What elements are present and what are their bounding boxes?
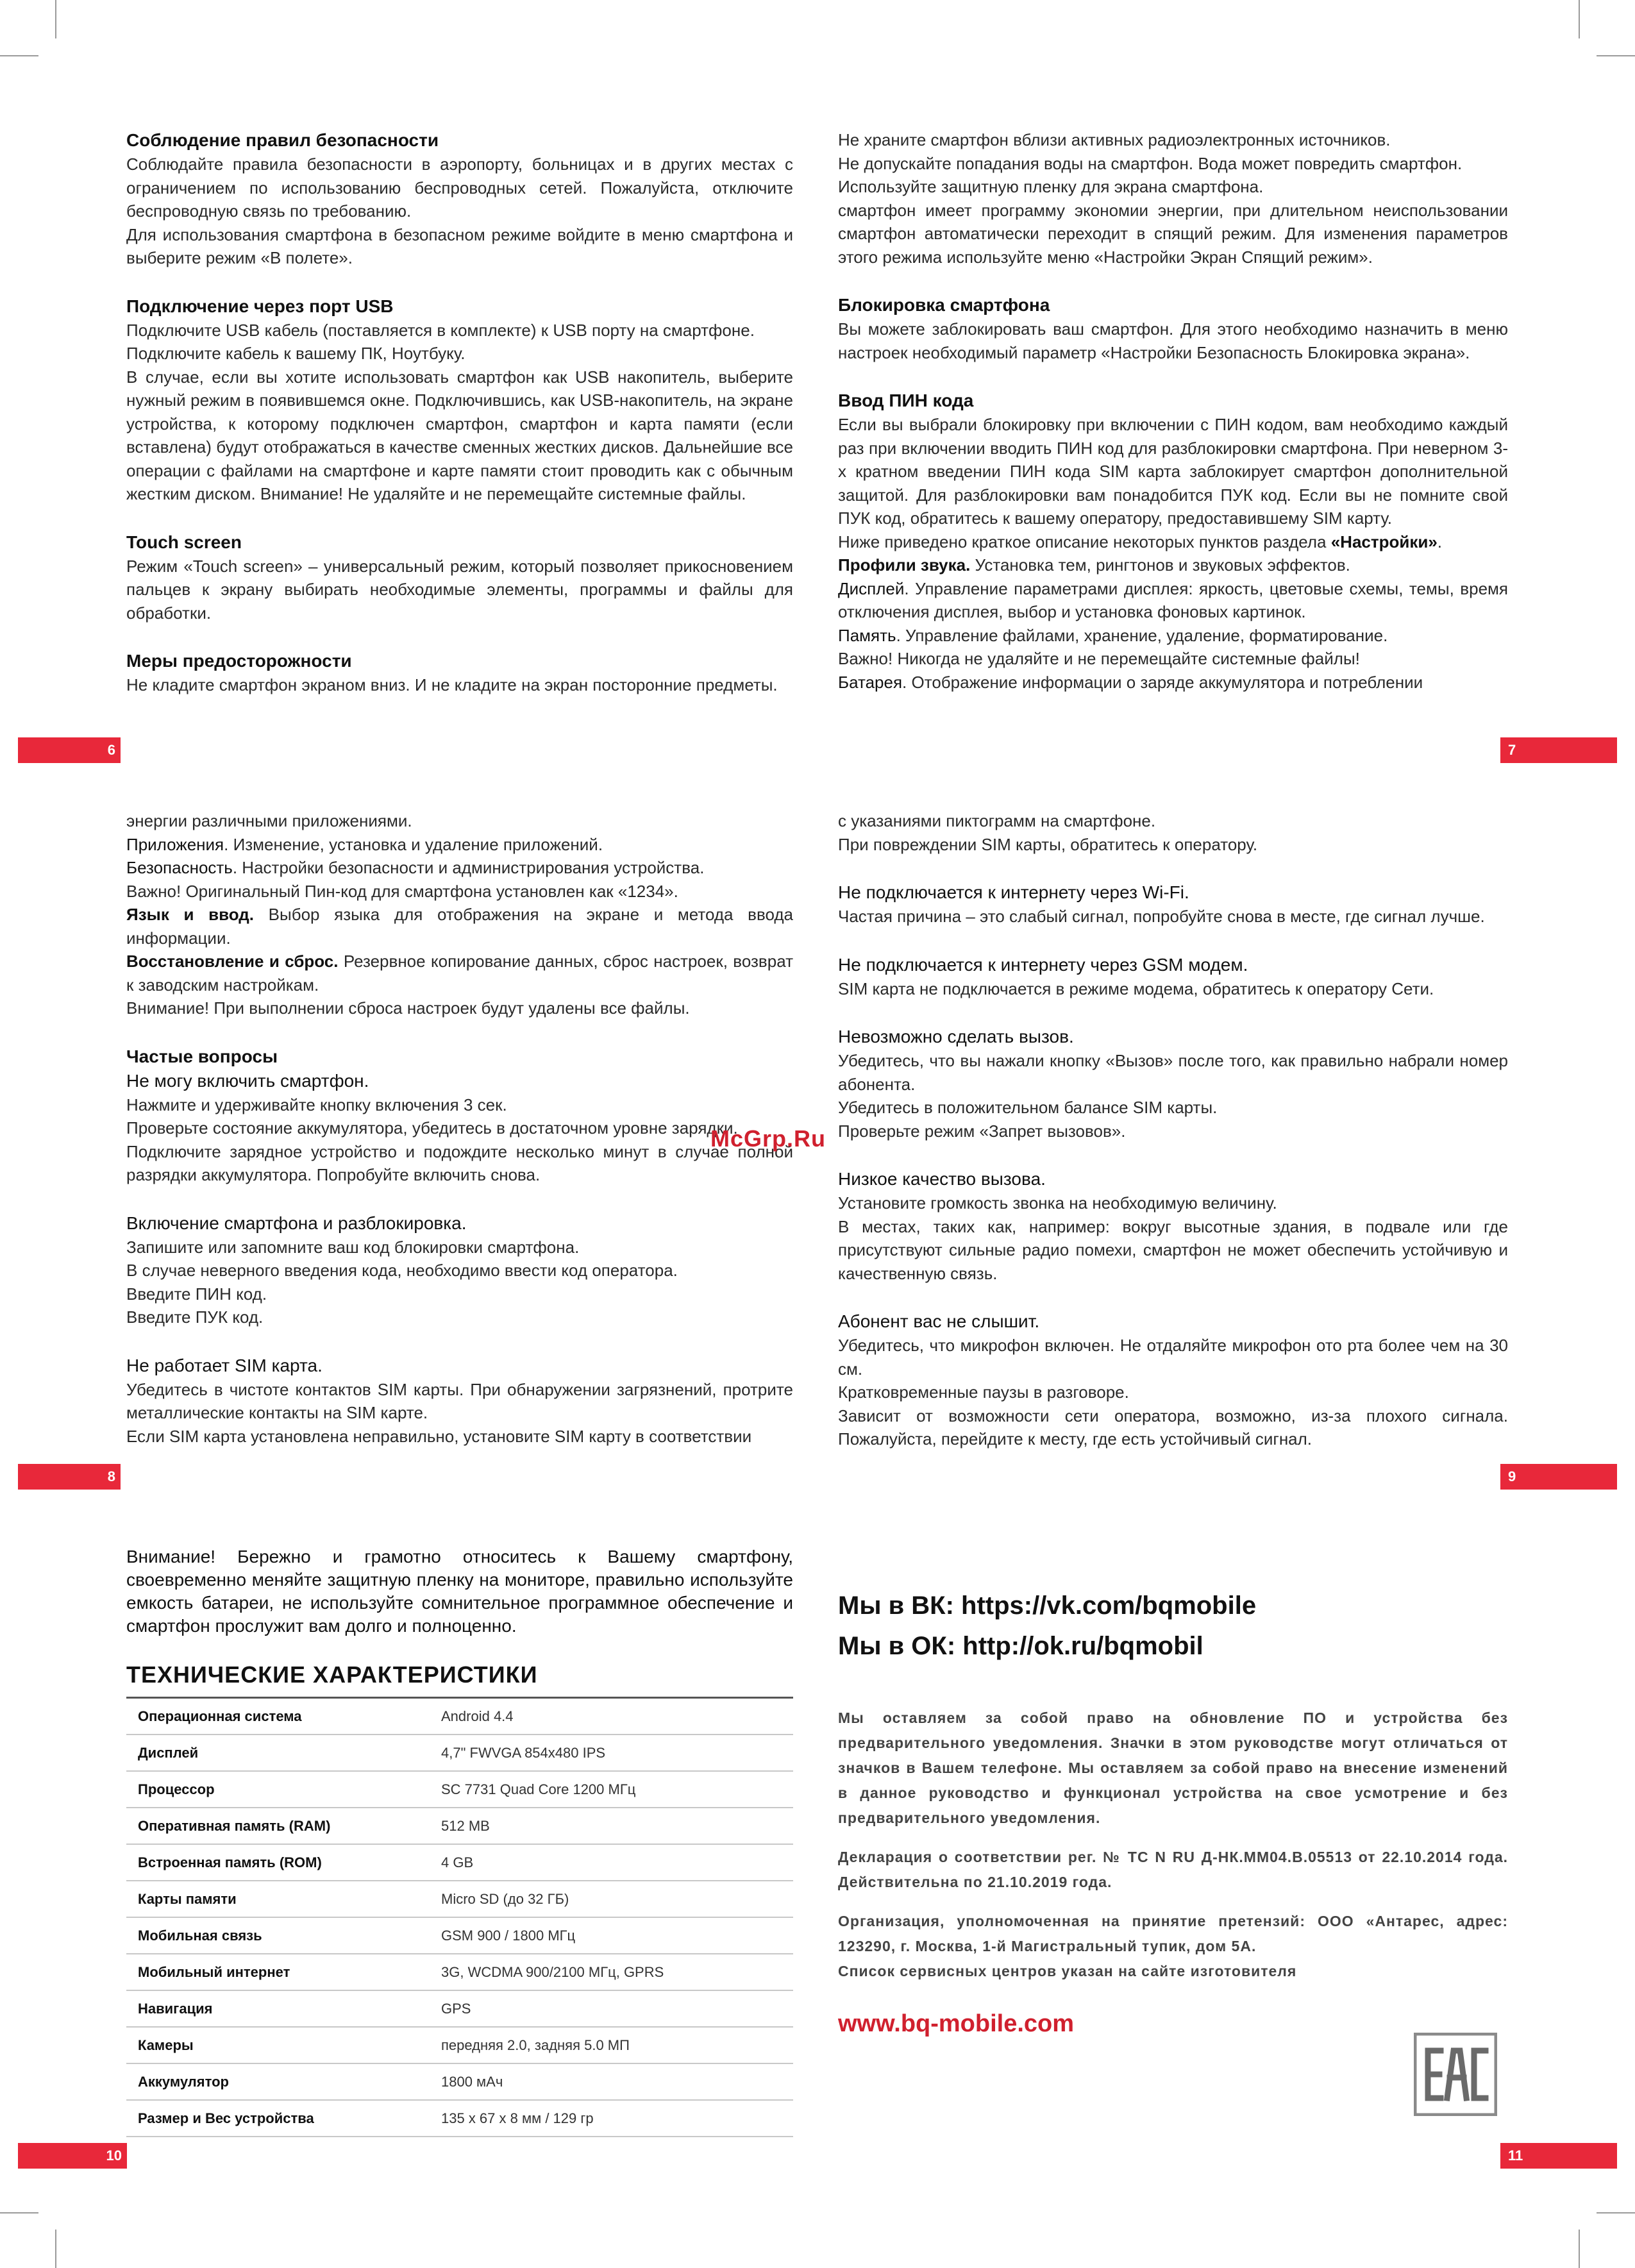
term-span: Безопасность xyxy=(126,858,233,877)
spec-row xyxy=(126,2027,793,2063)
trim-mark xyxy=(0,55,38,56)
subsection-heading: Не работает SIM карта. xyxy=(126,1355,323,1375)
paragraph: Проверьте состояние аккумулятора, убедитесь в достаточном уровне зарядки. xyxy=(126,1118,738,1138)
paragraph: Режим «Touch screen» – универсальный режим, который позволяет прикосновением пальцев к экрану выбирать необходимые элементы, программы и файлы для обработки. xyxy=(126,556,793,623)
spec-key: Процессор xyxy=(126,1771,430,1808)
term-span: Приложения xyxy=(126,834,224,854)
paragraph: Вы можете заблокировать ваш смартфон. Для этого необходимо назначить в меню настроек необходимый параметр «Настройки Безопасность Блокировка экрана». xyxy=(838,319,1508,362)
page-number: 7 xyxy=(1508,742,1516,758)
spec-row xyxy=(126,1735,793,1771)
spec-value: Micro SD (до 32 ГБ) xyxy=(430,1881,793,1917)
section-heading: Соблюдение правил безопасности xyxy=(126,130,439,150)
legal-paragraph: Список сервисных центров указан на сайте изготовителя xyxy=(838,1963,1297,1979)
eac-mark-icon xyxy=(1414,2033,1497,2116)
paragraph: Внимание! При выполнении сброса настроек будут удалены все файлы. xyxy=(126,998,690,1018)
trim-mark xyxy=(0,2212,38,2213)
page-number-badge xyxy=(1500,737,1617,763)
subsection-heading: Низкое качество вызова. xyxy=(838,1169,1046,1189)
paragraph: Проверьте режим «Запрет вызовов». xyxy=(838,1121,1126,1141)
page-number: 6 xyxy=(107,742,115,758)
subsection-heading: Не могу включить смартфон. xyxy=(126,1070,369,1091)
trim-mark xyxy=(1597,2212,1635,2213)
paragraph: В случае, если вы хотите использовать смартфон как USB накопитель, выберите нужный режим в появившемся окне. Подключившись, как USB-накопитель, на экране устройства, к которому подключен смартфон, смартфон и карта памяти (если вставлена) будут отображаться в качестве сменных жестких дисков. Дальнейшие все операции с файлами на смартфоне и карте памяти стоит проводить как с обычным жестким диском. Внимание! Не удаляйте и не перемещайте системные файлы. xyxy=(126,367,793,503)
legal-block xyxy=(838,1706,1508,1984)
page-number-badge xyxy=(18,2143,127,2169)
spec-value: 4,7" FWVGA 854x480 IPS xyxy=(430,1735,793,1771)
text-span: . Изменение, установка и удаление приложений. xyxy=(224,834,603,854)
text-span: Установка тем, рингтонов и звуковых эффектов. xyxy=(970,555,1350,575)
spec-key: Карты памяти xyxy=(126,1881,430,1917)
paragraph: энергии различными приложениями. xyxy=(126,811,412,830)
section-heading: Подключение через порт USB xyxy=(126,296,394,316)
paragraph: Введите ПИН код. xyxy=(126,1284,267,1304)
paragraph: Частая причина – это слабый сигнал, попробуйте снова в месте, где сигнал лучше. xyxy=(838,907,1485,926)
bold-span: «Настройки» xyxy=(1330,532,1438,551)
paragraph: Для использования смартфона в безопасном режиме войдите в меню смартфона и выберите режим «В полете». xyxy=(126,224,793,267)
spec-row xyxy=(126,2100,793,2137)
text-span: . Отображение информации о заряде аккумулятора и потреблении xyxy=(902,672,1423,692)
section-heading: Ввод ПИН кода xyxy=(838,391,974,410)
spec-title: ТЕХНИЧЕСКИЕ ХАРАКТЕРИСТИКИ xyxy=(126,1661,538,1688)
paragraph xyxy=(838,671,1508,694)
paragraph: Соблюдайте правила безопасности в аэропорту, больницах и в других местах с ограничением по использованию беспроводных сетей. Пожалуйста, отключите беспроводную связь по требованию. xyxy=(126,155,793,221)
legal-paragraph: Декларация о соответствии рег. № ТС N RU Д-НК.ММ04.В.05513 от 22.10.2014 года. Действительна по 21.10.2019 года. xyxy=(838,1849,1508,1890)
paragraph: SIM карта не подключается в режиме модема, обратитесь к оператору Сети. xyxy=(838,979,1434,998)
section-heading: Блокировка смартфона xyxy=(838,295,1050,315)
paragraph xyxy=(126,833,793,857)
spec-key: Размер и Вес устройства xyxy=(126,2100,430,2137)
paragraph xyxy=(838,553,1508,577)
website-link[interactable]: www.bq-mobile.com xyxy=(838,2010,1075,2037)
paragraph: Нажмите и удерживайте кнопку включения 3 сек. xyxy=(126,1095,507,1114)
legal-paragraph: Организация, уполномоченная на принятие претензий: ООО «Антарес, адрес: 123290, г. Москва, 1-й Магистральный тупик, дом 5А. xyxy=(838,1913,1508,1954)
page-number-badge xyxy=(18,737,121,763)
spec-value: 135 x 67 x 8 мм / 129 гр xyxy=(430,2100,793,2137)
paragraph: Если SIM карта установлена неправильно, установите SIM карту в соответствии xyxy=(126,1426,752,1446)
spec-table xyxy=(126,1697,793,2137)
text-span: Ниже приведено краткое описание некоторых пунктов раздела xyxy=(838,532,1331,551)
paragraph: Важно! Оригинальный Пин-код для смартфона установлен как «1234». xyxy=(126,881,678,901)
spec-row xyxy=(126,1881,793,1917)
paragraph: В случае неверного введения кода, необходимо ввести код оператора. xyxy=(126,1261,678,1280)
spec-key: Камеры xyxy=(126,2027,430,2063)
bold-span: Язык и ввод. xyxy=(126,905,255,924)
vk-link[interactable]: Мы в ВК: https://vk.com/bqmobile xyxy=(838,1592,1257,1620)
page-6-column xyxy=(126,128,793,697)
paragraph xyxy=(838,577,1508,624)
paragraph: Важно! Никогда не удаляйте и не перемещайте системные файлы! xyxy=(838,649,1360,668)
trim-mark xyxy=(1597,55,1635,56)
paragraph: Подключите зарядное устройство и подождите несколько минут в случае полной разрядки аккумулятора. Попробуйте включить снова. xyxy=(126,1141,793,1184)
paragraph: Не допускайте попадания воды на смартфон. Вода может повредить смартфон. xyxy=(838,153,1463,173)
spec-key: Навигация xyxy=(126,1990,430,2027)
paragraph: В местах, таких как, например: вокруг высотные здания, в подвале или где присутствуют сильные радио помехи, смартфон не может обеспечить устойчивую и качественную связь. xyxy=(838,1216,1508,1283)
bold-span: Профили звука. xyxy=(838,555,971,575)
spec-row xyxy=(126,1808,793,1844)
text-span: Резервное копирование данных, сброс настроек, возврат к заводским настройкам. xyxy=(126,952,793,995)
term-span: Батарея xyxy=(838,672,903,692)
page-number-badge xyxy=(1500,2143,1617,2169)
spec-value: SC 7731 Quad Core 1200 МГц xyxy=(430,1771,793,1808)
trim-mark xyxy=(55,0,56,38)
subsection-heading: Невозможно сделать вызов. xyxy=(838,1027,1074,1046)
paragraph: Убедитесь в положительном балансе SIM карты. xyxy=(838,1098,1218,1117)
paragraph: Не кладите смартфон экраном вниз. И не кладите на экран посторонние предметы. xyxy=(126,675,778,694)
spec-key: Аккумулятор xyxy=(126,2063,430,2100)
watermark: McGrp.Ru xyxy=(710,1125,826,1152)
spec-row xyxy=(126,1771,793,1808)
text-span: . Управление параметрами дисплея: яркость, цветовые схемы, темы, время отключения дисплея, выбор и установка фоновых картинок. xyxy=(838,578,1508,621)
term-span: Дисплей xyxy=(838,578,905,598)
text-span: . xyxy=(1437,532,1443,551)
page-number-badge xyxy=(18,1464,121,1490)
spec-value: передняя 2.0, задняя 5.0 МП xyxy=(430,2027,793,2063)
paragraph: с указаниями пиктограмм на смартфоне. xyxy=(838,811,1156,830)
section-heading: Частые вопросы xyxy=(126,1046,278,1066)
spec-row xyxy=(126,1698,793,1735)
paragraph: Не храните смартфон вблизи активных радиоэлектронных источников. xyxy=(838,130,1391,149)
spec-value: 512 MB xyxy=(430,1808,793,1844)
spec-row xyxy=(126,1917,793,1954)
spec-row xyxy=(126,1954,793,1990)
spec-value: GPS xyxy=(430,1990,793,2027)
paragraph xyxy=(126,856,793,880)
subsection-heading: Не подключается к интернету через Wi-Fi. xyxy=(838,882,1189,902)
spec-value: 4 GB xyxy=(430,1844,793,1881)
paragraph: Подключите кабель к вашему ПК, Ноутбуку. xyxy=(126,344,465,363)
spec-key: Мобильный интернет xyxy=(126,1954,430,1990)
spec-row xyxy=(126,2063,793,2100)
spec-value: 3G, WCDMA 900/2100 МГц, GPRS xyxy=(430,1954,793,1990)
paragraph: Установите громкость звонка на необходимую величину. xyxy=(838,1193,1277,1213)
paragraph: Убедитесь, что микрофон включен. Не отдаляйте микрофон ото рта более чем на 30 см. xyxy=(838,1336,1508,1379)
subsection-heading: Включение смартфона и разблокировка. xyxy=(126,1213,467,1233)
page-7-column xyxy=(838,128,1508,694)
paragraph: смартфон имеет программу экономии энергии, при длительном неиспользовании смартфон автоматически переходит в спящий режим. Для изменения параметров этого режима используйте меню «Настройки Экран Спящий режим». xyxy=(838,200,1508,267)
trim-mark xyxy=(55,2230,56,2268)
section-heading: Меры предосторожности xyxy=(126,651,352,671)
trim-mark xyxy=(1579,0,1580,38)
ok-link[interactable]: Мы в ОК: http://ok.ru/bqmobil xyxy=(838,1632,1203,1660)
page-number: 10 xyxy=(106,2147,122,2163)
paragraph: Запишите или запомните ваш код блокировки смартфона. xyxy=(126,1237,580,1257)
paragraph: Убедитесь, что вы нажали кнопку «Вызов» после того, как правильно набрали номер абонента. xyxy=(838,1051,1508,1094)
spec-key: Встроенная память (ROM) xyxy=(126,1844,430,1881)
paragraph xyxy=(838,530,1508,554)
spec-key: Мобильная связь xyxy=(126,1917,430,1954)
text-span: . Управление файлами, хранение, удаление, форматирование. xyxy=(896,625,1388,645)
page-number: 9 xyxy=(1508,1468,1516,1484)
text-span: Выбор языка для отображения на экране и метода ввода информации. xyxy=(126,905,794,948)
spec-key: Операционная система xyxy=(126,1698,430,1735)
paragraph xyxy=(838,624,1508,648)
page-number: 11 xyxy=(1508,2147,1523,2163)
legal-paragraph: Мы оставляем за собой право на обновление ПО и устройства без предварительного уведомления. Значки в этом руководстве могут отличаться от значков в Вашем телефоне. Мы оставляем за собой право на внесение изменений в данное руководство и функционал устройства на свое усмотрение и без предварительного уведомления. xyxy=(838,1709,1508,1826)
subsection-heading: Не подключается к интернету через GSM модем. xyxy=(838,954,1248,975)
text-span: . Настройки безопасности и администрирования устройства. xyxy=(232,858,705,877)
paragraph xyxy=(126,950,793,996)
page-9-column xyxy=(838,809,1508,1451)
page-number: 8 xyxy=(107,1468,115,1484)
section-heading: Touch screen xyxy=(126,532,242,552)
page-8-column xyxy=(126,809,793,1448)
spec-value: Android 4.4 xyxy=(430,1698,793,1735)
spec-row xyxy=(126,1990,793,2027)
page-number-badge xyxy=(1500,1464,1617,1490)
spec-row xyxy=(126,1844,793,1881)
paragraph: Убедитесь в чистоте контактов SIM карты. При обнаружении загрязнений, протрите металлические контакты на SIM карте. xyxy=(126,1379,793,1422)
paragraph: Если вы выбрали блокировку при включении с ПИН кодом, вам необходимо каждый раз при включении вводить ПИН код для разблокировки смартфона. При неверном 3-х кратном введении ПИН кода SIM карта заблокирует смартфон дополнительной защитой. Для разблокировки вам понадобится ПУК код. Если вы не помните свой ПУК код, обратитесь к вашему оператору, предоставившему SIM карту. xyxy=(838,415,1508,528)
paragraph: Подключите USB кабель (поставляется в комплекте) к USB порту на смартфоне. xyxy=(126,320,755,340)
spec-key: Дисплей xyxy=(126,1735,430,1771)
spec-key: Оперативная память (RAM) xyxy=(126,1808,430,1844)
notice-paragraph: Внимание! Бережно и грамотно относитесь к Вашему смартфону, своевременно меняйте защитную пленку на мониторе, правильно используйте емкость батареи, не используйте сомнительное программное обеспечение и смартфон прослужит вам долго и полноценно. xyxy=(126,1547,793,1636)
paragraph: Используйте защитную пленку для экрана смартфона. xyxy=(838,177,1264,196)
page-10-column xyxy=(126,1545,793,2137)
paragraph: Зависит от возможности сети оператора, возможно, из-за плохого сигнала. Пожалуйста, перейдите к месту, где есть устойчивый сигнал. xyxy=(838,1406,1508,1449)
spec-value: GSM 900 / 1800 МГц xyxy=(430,1917,793,1954)
bold-span: Восстановление и сброс. xyxy=(126,952,339,971)
term-span: Память xyxy=(838,625,896,645)
trim-mark xyxy=(1579,2230,1580,2268)
subsection-heading: Абонент вас не слышит. xyxy=(838,1311,1040,1331)
spec-value: 1800 мАч xyxy=(430,2063,793,2100)
paragraph: Кратковременные паузы в разговоре. xyxy=(838,1382,1129,1402)
paragraph xyxy=(126,903,793,950)
paragraph: Введите ПУК код. xyxy=(126,1307,264,1327)
paragraph: При повреждении SIM карты, обратитесь к оператору. xyxy=(838,834,1258,854)
